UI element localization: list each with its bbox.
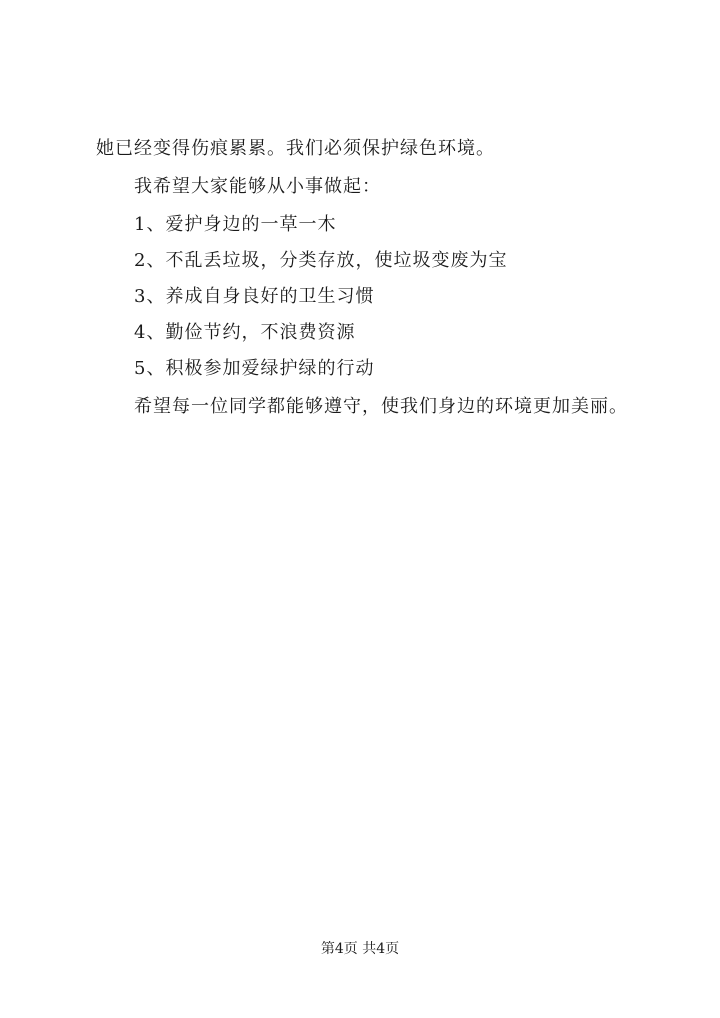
list-item-2: 2、不乱丢垃圾，分类存放，使垃圾变废为宝 [134,250,508,271]
list-item-3: 3、养成自身良好的卫生习惯 [134,286,375,307]
page-number-footer: 第4页 共4页 [320,941,400,957]
paragraph-closing: 希望每一位同学都能够遵守，使我们身边的环境更加美丽。 [134,396,628,417]
paragraph-intro: 我希望大家能够从小事做起： [134,176,381,197]
list-item-5: 5、积极参加爱绿护绿的行动 [134,358,375,379]
list-item-4: 4、勤俭节约，不浪费资源 [134,322,356,343]
list-item-1: 1、爱护身边的一草一木 [134,214,337,235]
paragraph-continuation: 她已经变得伤痕累累。我们必须保护绿色环境。 [96,138,495,159]
